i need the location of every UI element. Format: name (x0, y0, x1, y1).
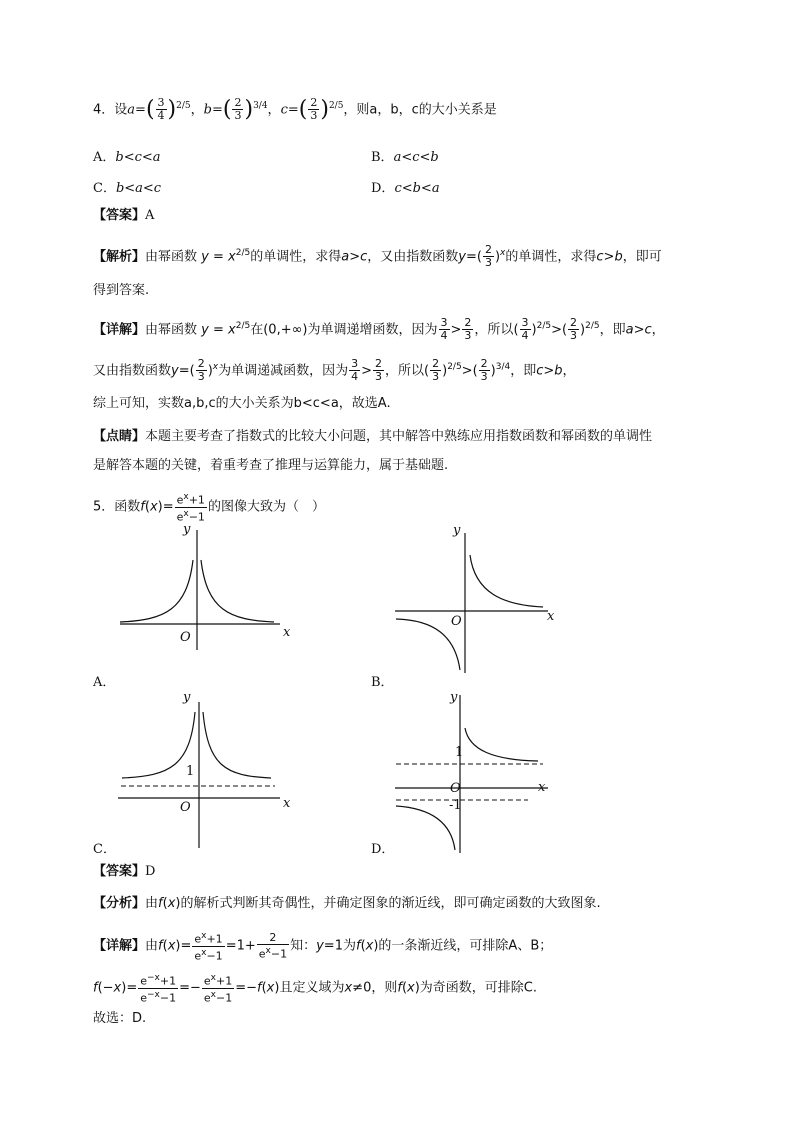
graph-c[interactable] (115, 690, 295, 850)
choice-c-label[interactable]: C． (93, 842, 116, 857)
graph-a-right-branch (201, 560, 274, 622)
q4-option-a[interactable]: A．b<c<a (93, 150, 161, 165)
graph-c-origin: O (180, 800, 191, 815)
graph-d[interactable] (393, 690, 563, 855)
choice-b-label[interactable]: B． (371, 675, 394, 690)
graph-c-left-branch (122, 712, 195, 778)
graph-d-neg-one: -1 (449, 798, 462, 813)
graph-a-origin: O (180, 630, 191, 645)
graph-a-y-label: y (183, 522, 191, 537)
graph-d-one: 1 (455, 745, 464, 760)
graph-b-y-label: y (453, 523, 461, 538)
graph-d-left-branch (396, 806, 455, 850)
graph-c-one: 1 (186, 764, 195, 779)
graph-a-x-label: x (283, 625, 291, 640)
q4-detail-3: 综上可知，实数a,b,c的大小关系为b<c<a，故选A. (93, 396, 391, 411)
graph-a-left-branch (120, 560, 193, 622)
graph-b-right-branch (470, 555, 543, 607)
graph-b-origin: O (451, 614, 462, 629)
q4-comment-cont: 是解答本题的关键，着重考查了推理与运算能力，属于基础题. (93, 458, 449, 473)
q4-analysis: 【解析】由幂函数 $y = x^{2/5}$的单调性，求得a>c，又由指数函数y=( $\frac{2}{3}$ )$^x$的单调性，求得c>b，即可 (93, 243, 662, 270)
q5-analysis: 【分析】由f(x)的解析式判断其奇偶性，并确定图象的渐近线，即可确定函数的大致图象. (93, 896, 601, 911)
q5-detail-1: 【详解】由f(x)= $\frac{e^x+1}{e^x-1}$ =1+ $\frac{2}{e^x-1}$ 知：y=1为f(x)的一条渐近线，可排除A、B； (93, 930, 553, 963)
choice-d-label[interactable]: D． (371, 842, 395, 857)
q5-detail-2: f(−x)= $\frac{e^{-x}+1}{e^{-x}-1}$ =− $\frac{e^x+1}{e^x-1}$ =−f(x)且定义域为x≠0，则f(x)为奇函数，可排除C. (93, 973, 538, 1005)
graph-d-x-label: x (538, 780, 546, 795)
q4-detail-2: 又由指数函数y=( $\frac{2}{3}$ )$^x$为单调递减函数，因为 $\frac{3}{4}$ > $\frac{2}{3}$ ，所以( $\frac{2}{3}$ )$^{2/5}$>( $\frac{2}{3}$ )$^{3/4}$，即c>b， (93, 357, 576, 384)
graph-c-x-label: x (283, 796, 291, 811)
q4-analysis-cont: 得到答案. (93, 283, 150, 298)
graph-b[interactable] (393, 525, 563, 675)
choice-a-label[interactable]: A． (93, 675, 116, 690)
graph-a[interactable] (115, 525, 295, 655)
q5-conclusion: 故选：D. (93, 1011, 147, 1026)
q4-stem: 4．设a=( $\frac{3}{4}$ )$^{2/5}$，b=( $\frac{2}{3}$ )$^{3/4}$，c=( $\frac{2}{3}$ )$^{2/5}$，则a，b，c的大小关系是 (93, 96, 497, 123)
q4-comment: 【点睛】本题主要考查了指数式的比较大小问题，其中解答中熟练应用指数函数和幂函数的单调性 (93, 429, 653, 444)
q5-stem: 5．函数f(x)= $\frac{e^x+1}{e^x-1}$ 的图像大致为（ ） (93, 492, 325, 524)
q4-option-c[interactable]: C．b<a<c (93, 181, 162, 196)
q4-option-b[interactable]: B．a<c<b (371, 150, 439, 165)
graph-c-right-branch (203, 712, 271, 778)
q5-answer: 【答案】D (93, 864, 156, 879)
graph-d-right-branch (465, 728, 538, 761)
graph-c-y-label: y (183, 690, 191, 705)
q4-answer: 【答案】A (93, 208, 155, 223)
graph-b-x-label: x (547, 609, 555, 624)
q4-detail-1: 【详解】由幂函数 $y = x^{2/5}$在(0,+∞)为单调递增函数，因为 $\frac{3}{4}$ > $\frac{2}{3}$ ，所以( $\frac{3}{4}$ )$^{2/5}$>( $\frac{2}{3}$ )$^{2/5}$，即a>c， (93, 316, 665, 343)
graph-d-y-label: y (450, 690, 458, 705)
graph-d-origin: O (450, 781, 461, 796)
q4-option-d[interactable]: D．c<b<a (371, 181, 440, 196)
